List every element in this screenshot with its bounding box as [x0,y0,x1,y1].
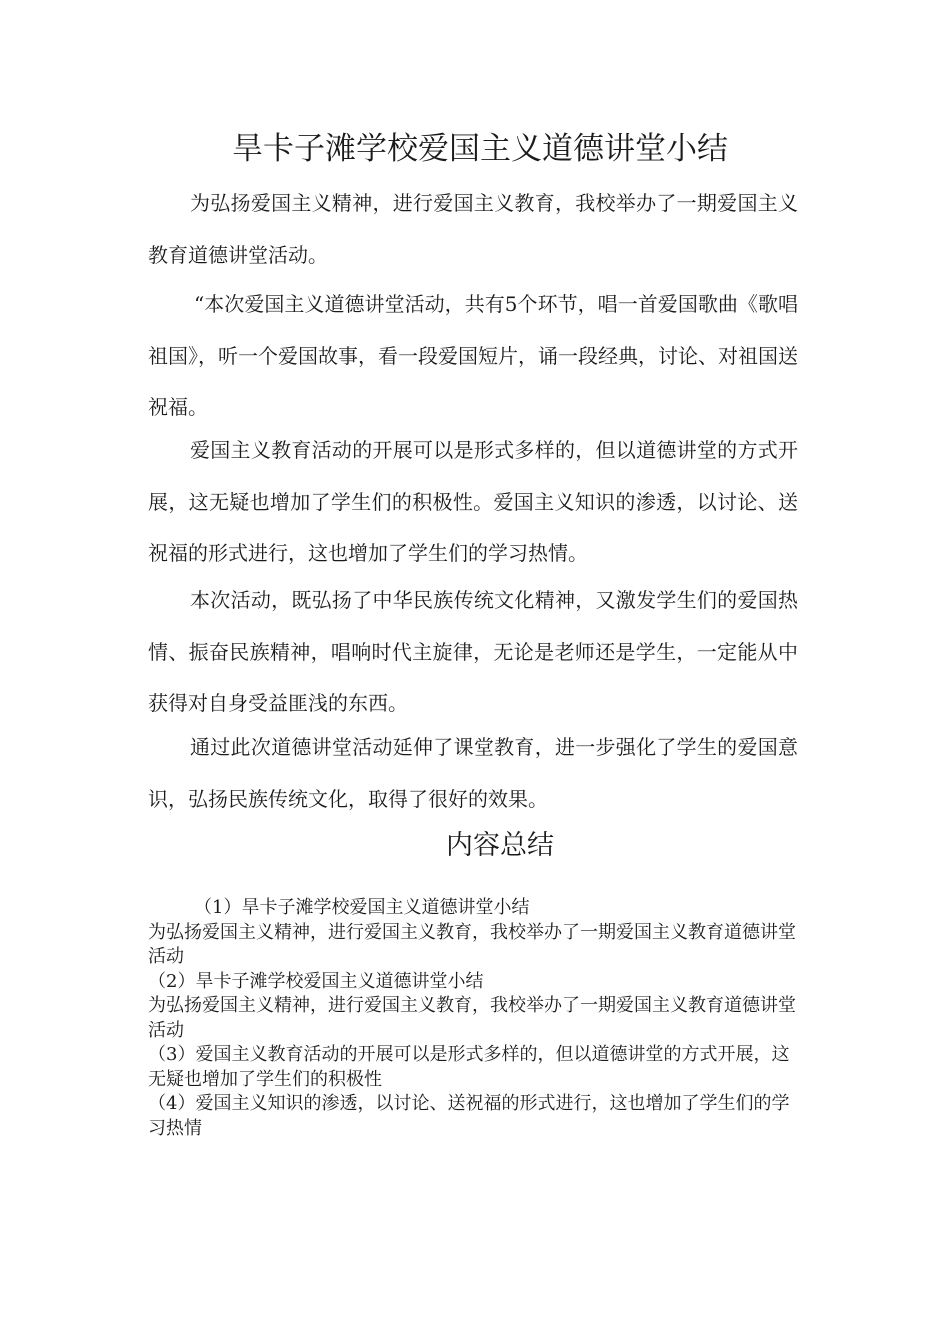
paragraph-conclusion: 通过此次道德讲堂活动延伸了课堂教育，进一步强化了学生的爱国意识，弘扬民族传统文化，取得了很好的效果。 [148,735,798,811]
paragraph-activity-format: 爱国主义教育活动的开展可以是形式多样的，但以道德讲堂的方式开展，这无疑也增加了学生们的积极性。爱国主义知识的渗透，以讨论、送祝福的形式进行，这也增加了学生们的学习热情。 [148,438,798,565]
summary-heading: 内容总结 [446,830,554,861]
paragraph-activity-steps: “本次爱国主义道德讲堂活动，共有5个环节，唱一首爱国歌曲《歌唱祖国》，听一个爱国故事，看一段爱国短片，诵一段经典，讨论、对祖国送祝福。 [148,292,798,419]
summary-item [148,970,803,1044]
summary-item [148,1043,803,1092]
summary-item-body: 为弘扬爱国主义精神，进行爱国主义教育，我校举办了一期爱国主义教育道德讲堂活动 [148,921,796,967]
summary-item-body: （3）爱国主义教育活动的开展可以是形式多样的，但以道德讲堂的方式开展，这无疑也增加了学生们的积极性 [148,1044,790,1090]
summary-item-body: （4）爱国主义知识的渗透，以讨论、送祝福的形式进行，这也增加了学生们的学习热情 [148,1093,790,1139]
summary-item-heading: （2）旱卡子滩学校爱国主义道德讲堂小结 [148,970,484,992]
summary-item [148,896,803,970]
summary-list [148,896,803,1141]
summary-item-heading: （1）旱卡子滩学校爱国主义道德讲堂小结 [194,897,530,918]
document-title: 旱卡子滩学校爱国主义道德讲堂小结 [232,131,728,167]
summary-item [148,1092,803,1141]
paragraph-activity-impact: 本次活动，既弘扬了中华民族传统文化精神，又激发学生们的爱国热情、振奋民族精神，唱响时代主旋律，无论是老师还是学生，一定能从中获得对自身受益匪浅的东西。 [148,588,798,715]
summary-item-body: 为弘扬爱国主义精神，进行爱国主义教育，我校举办了一期爱国主义教育道德讲堂活动 [148,995,796,1041]
paragraph-intro: 为弘扬爱国主义精神，进行爱国主义教育，我校举办了一期爱国主义教育道德讲堂活动。 [148,191,798,267]
